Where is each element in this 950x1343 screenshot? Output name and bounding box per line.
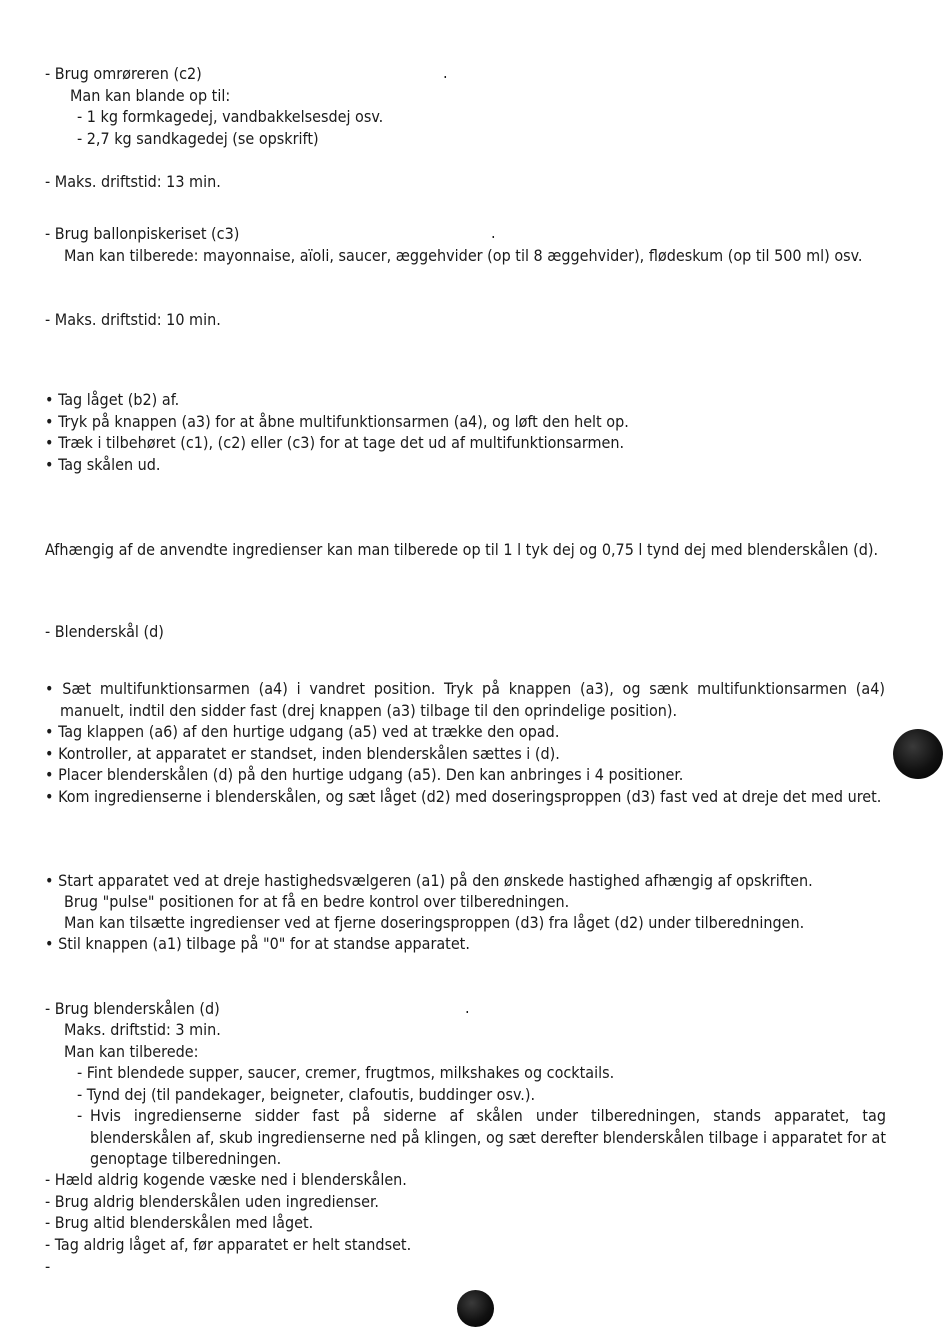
usage-stuck-text: Hvis ingredienserne sidder fast på siderne af skålen under tilberedningen, stands apparatet, tag blenderskålen af, skub ingredienserne ned på klingen, og sæt derefter blenderskålen tilbage i apparatet for at genoptage tilberedningen. <box>90 1106 886 1168</box>
usage-prepare-intro: Man kan tilberede: <box>64 1042 199 1061</box>
assembly-step: • Sæt multifunktionsarmen (a4) i vandret position. Tryk på knappen (a3), og sænk multifunktionsarmen (a4) manuelt, indtil den sidder fast (drej knappen (a3) tilbage til den oprindelige position). <box>45 679 885 720</box>
mixer-item-2: - 2,7 kg sandkagedej (se opskrift) <box>77 129 319 148</box>
usage-warning: - Tag aldrig låget af, før apparatet er helt standset. <box>45 1235 412 1254</box>
mixer-use-dot: . <box>443 63 448 82</box>
usage-warning: - Brug altid blenderskålen med låget. <box>45 1213 314 1232</box>
usage-max-time: Maks. driftstid: 3 min. <box>64 1020 221 1039</box>
mixer-item-1: - 1 kg formkagedej, vandbakkelsesdej osv. <box>77 107 384 126</box>
whisk-use-line: - Brug ballonpiskeriset (c3) <box>45 224 240 243</box>
blender-intro: Afhængig af de anvendte ingredienser kan man tilberede op til 1 l tyk dej og 0,75 l tynd dej med blenderskålen (d). <box>45 540 879 559</box>
remove-step: • Tryk på knappen (a3) for at åbne multifunktionsarmen (a4), og løft den helt op. <box>45 412 629 431</box>
assembly-step: • Kom ingredienserne i blenderskålen, og sæt låget (d2) med doseringsproppen (d3) fast ved at dreje det med uret. <box>45 787 882 806</box>
usage-warning: - <box>45 1257 51 1276</box>
page-number-marker <box>457 1290 494 1327</box>
usage-warning: - Hæld aldrig kogende væske ned i blenderskålen. <box>45 1170 407 1189</box>
whisk-max-time: - Maks. driftstid: 10 min. <box>45 310 221 329</box>
section-tab-marker <box>893 729 943 779</box>
mixer-blend-intro: Man kan blande op til: <box>70 86 231 105</box>
mixer-use-line: - Brug omrøreren (c2) <box>45 64 202 83</box>
usage-use-line: - Brug blenderskålen (d) <box>45 999 220 1018</box>
assembly-step: • Kontroller, at apparatet er standset, inden blenderskålen sættes i (d). <box>45 744 560 763</box>
whisk-use-dot: . <box>491 223 496 242</box>
remove-step: • Træk i tilbehøret (c1), (c2) eller (c3) for at tage det ud af multifunktionsarmen. <box>45 433 625 452</box>
start-step: • Start apparatet ved at dreje hastighedsvælgeren (a1) på den ønskede hastighed afhængig af opskriften. <box>45 871 813 890</box>
pulse-note: Brug "pulse" positionen for at få en bedre kontrol over tilberedningen. <box>64 892 570 911</box>
usage-stuck-dash: - <box>77 1106 83 1125</box>
usage-prepare-item: - Fint blendede supper, saucer, cremer, frugtmos, milkshakes og cocktails. <box>77 1063 615 1082</box>
remove-step: • Tag skålen ud. <box>45 455 161 474</box>
usage-warning: - Brug aldrig blenderskålen uden ingredienser. <box>45 1192 379 1211</box>
mixer-max-time: - Maks. driftstid: 13 min. <box>45 172 221 191</box>
assembly-step: • Tag klappen (a6) af den hurtige udgang (a5) ved at trække den opad. <box>45 722 560 741</box>
stop-step: • Stil knappen (a1) tilbage på "0" for at standse apparatet. <box>45 934 470 953</box>
assembly-step: • Placer blenderskålen (d) på den hurtige udgang (a5). Den kan anbringes i 4 positioner. <box>45 765 684 784</box>
usage-use-dot: . <box>465 998 470 1017</box>
whisk-prepare-text: Man kan tilberede: mayonnaise, aïoli, saucer, æggehvider (op til 8 æggehvider), flødeskum (op til 500 ml) osv. <box>64 246 863 265</box>
blender-accessory: - Blenderskål (d) <box>45 622 164 641</box>
add-note: Man kan tilsætte ingredienser ved at fjerne doseringsproppen (d3) fra låget (d2) under tilberedningen. <box>64 913 805 932</box>
remove-step: • Tag låget (b2) af. <box>45 390 180 409</box>
usage-prepare-item: - Tynd dej (til pandekager, beigneter, clafoutis, buddinger osv.). <box>77 1085 536 1104</box>
